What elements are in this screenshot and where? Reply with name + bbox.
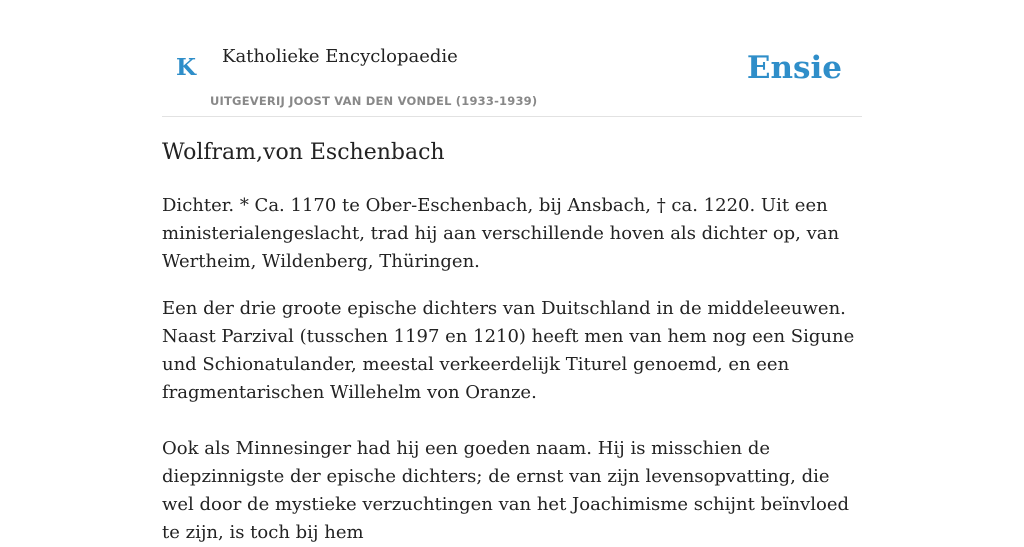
entry-paragraph-1: Dichter. * Ca. 1170 te Ober-Eschenbach, bij Ansbach, † ca. 1220. Uit een ministerialengeslacht, trad hij aan verschillende hoven als dichter op, van Wertheim, Wildenberg, Thüringen. — [162, 195, 840, 272]
site-header — [162, 30, 862, 117]
entry-paragraph-2: Een der drie groote epische dichters van Duitschland in de middeleeuwen. Naast Parzival (tusschen 1197 en 1210) heeft men van hem nog een Sigune und Schionatulander, meestal verkeerdelijk Titurel genoemd, en een fragmentarischen Willehelm von Oranze. — [162, 298, 855, 403]
publication-title[interactable]: Katholieke Encyclopaedie — [222, 46, 458, 67]
entry-title: Wolfram,von Eschenbach — [162, 140, 445, 165]
publisher-subtitle: UITGEVERIJ JOOST VAN DEN VONDEL (1933-1939) — [210, 94, 538, 108]
publication-logo[interactable]: K — [176, 54, 196, 81]
ensie-brand-logo[interactable]: Ensie — [746, 50, 842, 86]
entry-body — [162, 192, 867, 547]
entry-paragraph-3: Ook als Minnesinger had hij een goeden naam. Hij is misschien de diepzinnigste der epische dichters; de ernst van zijn levensopvatting, die wel door de mystieke verzuchtingen van het Joachimisme schijnt beïnvloed te zijn, is toch bij hem — [162, 438, 849, 543]
